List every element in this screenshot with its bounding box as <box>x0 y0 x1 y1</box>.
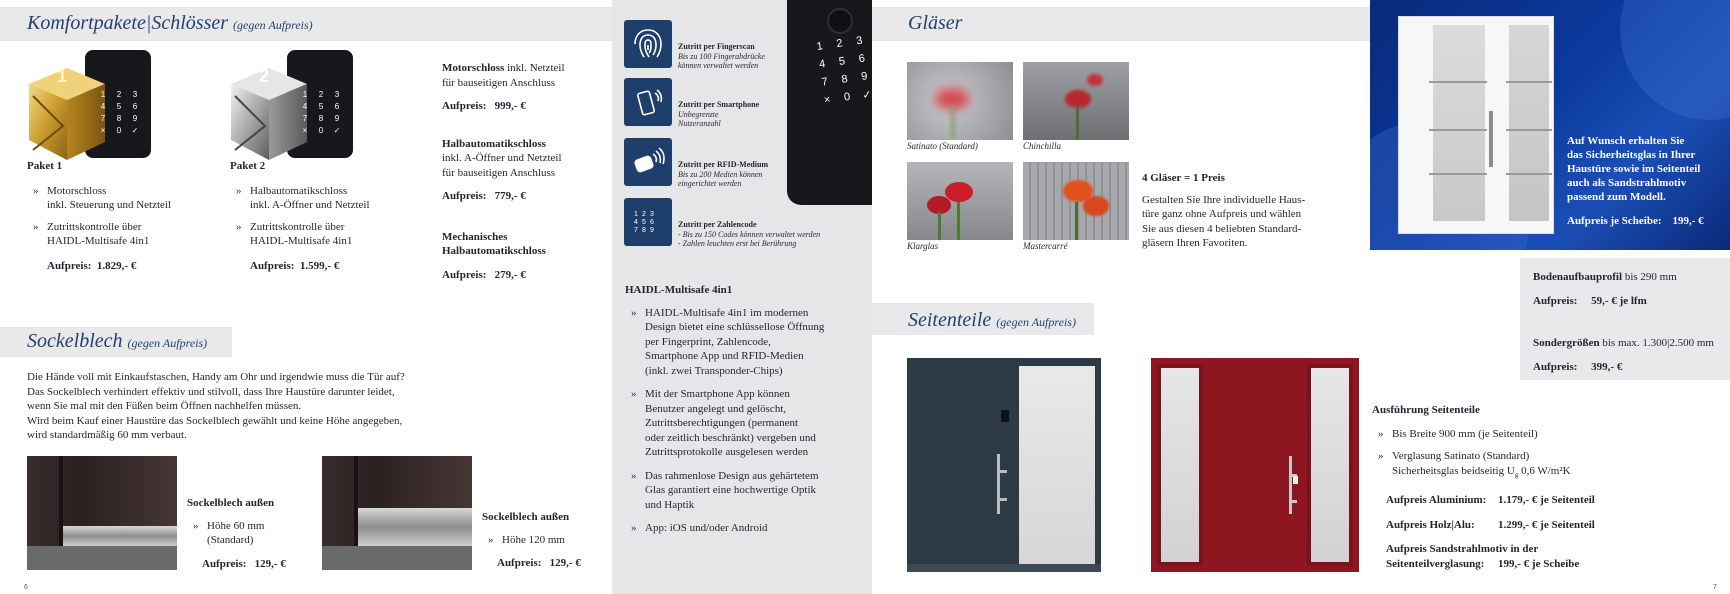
sockel-item2-b-l1: » Höhe 120 mm <box>502 533 565 546</box>
motorschloss-line2: für bauseitigen Anschluss <box>442 76 556 89</box>
paket2-block <box>230 159 410 273</box>
keypad-key: 0 <box>318 126 324 135</box>
page-number-right: 7 <box>1713 584 1717 591</box>
keypad-key: × <box>100 126 106 135</box>
bullet-line: Zutrittsberechtigungen (permanent <box>645 417 799 429</box>
keypad-key: 4 <box>302 102 308 111</box>
keypad-key: 8 <box>840 73 849 86</box>
sockel-item1 <box>187 496 317 571</box>
keypad-key: 4 <box>818 58 827 71</box>
paket1-label: Paket 1 <box>27 160 63 172</box>
sockel-item2-price: Aufpreis: 129,- € <box>497 557 581 569</box>
paket2-keypad <box>297 90 347 135</box>
boden-text <box>1533 270 1728 374</box>
sandstrahl-line: auch als Sandstrahlmotiv <box>1567 177 1687 189</box>
paket2-b1-l2: inkl. A-Öffner und Netzteil <box>250 199 370 211</box>
paket1-block <box>27 159 207 273</box>
door-red-image <box>1151 358 1359 572</box>
sockel-paragraph <box>27 370 497 443</box>
komfort-title: Komfortpakete|Schlösser (gegen Aufpreis) <box>27 12 313 34</box>
sockel-para-line: Die Hände voll mit Einkaufstaschen, Handy am Ohr und irgendwie muss die Tür auf? <box>27 371 405 383</box>
halbautomatik-line3: für bauseitigen Anschluss <box>442 166 556 179</box>
keypad-key: 8 <box>642 226 646 234</box>
mechanisch-title2: Halbautomatikschloss <box>442 245 546 257</box>
paket2-b2-l1: » Zutrittskontrolle über <box>250 220 345 233</box>
device-keypad <box>809 34 872 109</box>
bullet-line: Benutzer angelegt und gelöscht, <box>645 402 787 415</box>
bullet-line: » Bis Breite 900 mm (je Seitenteil) <box>1392 427 1538 440</box>
sandstrahl-door-image <box>1398 16 1554 234</box>
price-holz-alu: Aufpreis Holz|Alu: 1.299,- € je Seitenteil <box>1386 518 1595 531</box>
paket2-bullet-2 <box>236 220 410 249</box>
schloss-column <box>442 61 607 282</box>
glass-chinchilla-photo <box>1023 62 1129 140</box>
halbautomatik-price: Aufpreis: 779,- € <box>442 190 526 202</box>
seitenteile-title: Seitenteile (gegen Aufpreis) <box>908 309 1076 331</box>
price-value: 1.599,- € <box>299 259 340 272</box>
price-label: Aufpreis: <box>47 259 92 272</box>
glaeser-title: Gläser <box>908 12 963 34</box>
keypad-key: 9 <box>334 114 340 123</box>
bullet-line: Glas garantiert eine hochwertige Optik <box>645 484 817 496</box>
paket1-image <box>27 48 157 163</box>
feature-rfid: Zutritt per RFID-Medium Bis zu 200 Medien können eingerichtet werden <box>678 160 769 188</box>
keypad-key: 4 <box>100 102 106 111</box>
bullet-line: » HAIDL-Multisafe 4in1 im modernen <box>645 306 809 319</box>
bullet-line: » Mit der Smartphone App können <box>645 388 790 400</box>
keypad-key: 1 <box>634 210 638 218</box>
keypad-key: 2 <box>318 90 324 99</box>
keypad-key: 8 <box>116 114 122 123</box>
paket1-b2-l2: HAIDL-Multisafe 4in1 <box>47 235 150 247</box>
keypad-key: 1 <box>100 90 106 99</box>
bullet-line: Zutrittsprotokolle ausgelesen werden <box>645 446 809 458</box>
caption-satinato: Satinato (Standard) <box>907 141 978 151</box>
bullet-line: und Haptik <box>645 498 695 511</box>
feature-fingerscan: Zutritt per Fingerscan Bis zu 100 Fingerabdrücke können verwaltet werden <box>678 42 765 70</box>
keypad-key: 4 <box>634 218 638 226</box>
paket2-image <box>229 48 359 163</box>
sandstrahl-line: Haustüre sowie im Seitenteil <box>1567 163 1701 175</box>
keypad-key: × <box>823 93 832 107</box>
paket1-cube-number: 1 <box>57 66 68 86</box>
keypad-key: 1 <box>302 90 308 99</box>
glass-mastercarre-photo <box>1023 162 1129 240</box>
paket2-label: Paket 2 <box>230 160 266 172</box>
sockel-item1-b-l2: (Standard) <box>207 534 254 546</box>
keypad-key: × <box>302 126 308 135</box>
paket1-b1-l2: inkl. Steuerung und Netzteil <box>47 199 172 211</box>
price-label: Aufpreis: <box>250 259 295 272</box>
keypad-key: 3 <box>650 210 654 218</box>
multisafe-bullet-4 <box>631 521 870 536</box>
keypad-key: 0 <box>843 90 851 104</box>
paket1-bullet-2 <box>33 220 207 249</box>
keypad-key: 2 <box>642 210 646 218</box>
keypad-key: 6 <box>857 52 866 66</box>
sandstrahl-line: Auf Wunsch erhalten Sie <box>1567 135 1685 147</box>
caption-mastercarre: Mastercarré <box>1023 241 1068 251</box>
sockel-para-line: Das Sockelblech verhindert effektiv und stilvoll, dass Ihre Haustüre darunter leidet, <box>27 385 395 398</box>
caption-chinchilla: Chinchilla <box>1023 141 1061 151</box>
keypad-key: 9 <box>860 70 869 84</box>
paket2-b2-l2: HAIDL-Multisafe 4in1 <box>250 235 353 247</box>
keypad-key: 8 <box>318 114 324 123</box>
glaeser-promo <box>1142 171 1342 251</box>
keypad-key: 6 <box>132 102 138 111</box>
sockel-item1-price: Aufpreis: 129,- € <box>202 557 286 570</box>
paket1-price <box>47 259 207 274</box>
paket2-price <box>250 259 410 274</box>
price-sandstrahl-seitenteil: Aufpreis Sandstrahlmotiv in der Seitenteilverglasung: 199,- € je Scheibe <box>1386 543 1580 570</box>
sockel-item2-title: Sockelblech außen <box>482 511 570 523</box>
smartphone-icon <box>624 78 672 126</box>
keypad-key: ✓ <box>131 126 139 135</box>
sockel-item1-bullet <box>193 519 317 548</box>
sandstrahl-text <box>1567 134 1727 228</box>
page-number-left: 6 <box>24 584 28 591</box>
keypad-key: 1 <box>815 40 824 53</box>
feature-smartphone: Zutritt per Smartphone Unbegrenzte Nutzeranzahl <box>678 100 760 128</box>
boden-title: Bodenaufbauprofil bis 290 mm <box>1533 271 1677 283</box>
multisafe-bullet-2 <box>631 387 870 460</box>
motorschloss-price: Aufpreis: 999,- € <box>442 100 526 112</box>
promo-title: 4 Gläser = 1 Preis <box>1142 172 1225 184</box>
keypad-key: 3 <box>334 90 340 99</box>
bullet-line: per Fingerprint, Zahlencode, <box>645 335 771 348</box>
paket2-b1-l1: » Halbautomatikschloss <box>250 184 348 197</box>
caption-klarglas: Klarglas <box>907 241 939 251</box>
sockelblech-120-photo <box>322 456 472 570</box>
keypad-key: 5 <box>838 55 846 68</box>
bullet-line: (inkl. zwei Transponder-Chips) <box>645 364 783 377</box>
bullet-line: oder zeitlich beschränkt) vergeben und <box>645 431 816 444</box>
multisafe-heading: HAIDL-Multisafe 4in1 <box>625 284 733 296</box>
sockel-para-line: wird standardmäßig 60 mm verbaut. <box>27 429 187 441</box>
keypad-key: 3 <box>132 90 138 99</box>
sockel-item2 <box>482 510 607 571</box>
bullet-line: Smartphone App und RFID-Medien <box>645 350 804 362</box>
keypad-key: 7 <box>634 226 638 234</box>
halbautomatik-line2: inkl. A-Öffner und Netzteil <box>442 152 562 164</box>
promo-line: Sie aus diesen 4 beliebten Standard- <box>1142 222 1302 235</box>
mechanisch-title1: Mechanisches <box>442 230 508 243</box>
sockel-item1-title: Sockelblech außen <box>187 497 275 509</box>
sockel-para-line: wenn Sie mal mit den Füßen beim Öffnen nachhelfen müssen. <box>27 400 302 412</box>
price-aluminium: Aufpreis Aluminium: 1.179,- € je Seitenteil <box>1386 494 1595 507</box>
keypad-key: 9 <box>132 114 138 123</box>
glass-klarglas-photo <box>907 162 1013 240</box>
paket1-bullet-1 <box>33 184 207 213</box>
multisafe-bullet-1 <box>631 306 870 379</box>
keypad-key: 7 <box>100 114 106 123</box>
keypad-key: ✓ <box>333 126 341 135</box>
sockel-title: Sockelblech (gegen Aufpreis) <box>27 330 208 352</box>
door-anthracite-image <box>907 358 1101 572</box>
sockelblech-60-photo <box>27 456 177 570</box>
sockel-item1-b-l1: » Höhe 60 mm <box>207 519 265 532</box>
paket1-b1-l1: » Motorschloss <box>47 184 107 197</box>
boden-price: Aufpreis: 59,- € je lfm <box>1533 294 1647 307</box>
mechanisch-price: Aufpreis: 279,- € <box>442 268 526 281</box>
keypad-key: 2 <box>116 90 122 99</box>
keypad-key: 7 <box>820 75 829 89</box>
keypad-key: 7 <box>302 114 308 123</box>
fingerprint-icon <box>624 20 672 68</box>
promo-line: türe ganz ohne Aufpreis und wählen <box>1142 208 1302 220</box>
seitenteile-bullet-2 <box>1378 449 1722 482</box>
bullet-line: Design bietet eine schlüssellose Öffnung <box>645 321 825 333</box>
halbautomatik-title: Halbautomatikschloss <box>442 137 546 150</box>
keypad-key: 5 <box>642 218 646 226</box>
rfid-icon <box>624 138 672 186</box>
bullet-line: » Verglasung Satinato (Standard) <box>1392 450 1530 462</box>
bullet-line: » App: iOS und/oder Android <box>645 522 768 534</box>
keypad-icon <box>624 198 672 246</box>
paket1-b2-l1: » Zutrittskontrolle über <box>47 220 142 233</box>
sockel-para-line: Wird beim Kauf einer Haustüre das Sockelblech gewählt und keine Höhe angegeben, <box>27 414 403 427</box>
keypad-key: 5 <box>318 102 324 111</box>
sockel-item2-bullet <box>488 533 607 548</box>
multisafe-text <box>625 283 870 536</box>
bullet-line: » Das rahmenlose Design aus gehärtetem <box>645 469 819 482</box>
keypad-key: 2 <box>835 37 844 51</box>
sandstrahl-line: das Sicherheitsglas in Ihrer <box>1567 149 1696 161</box>
promo-line: gläsern Ihren Favoriten. <box>1142 237 1248 249</box>
promo-line: Gestalten Sie Ihre individuelle Haus- <box>1142 193 1306 206</box>
sonder-price: Aufpreis: 399,- € <box>1533 360 1623 373</box>
paket2-cube-number: 2 <box>259 66 270 86</box>
paket2-bullet-1 <box>236 184 410 213</box>
keypad-key: ✓ <box>861 88 872 103</box>
keypad-key: 6 <box>650 218 654 226</box>
keypad-key: 3 <box>855 34 864 48</box>
feature-zahlencode: Zutritt per Zahlencode - Bis zu 150 Codes können verwaltet werden - Zahlen leuchten erst bei Berührung <box>678 220 821 248</box>
sandstrahl-price: Aufpreis je Scheibe: 199,- € <box>1567 215 1704 227</box>
price-value: 1.829,- € <box>96 259 137 272</box>
fingerprint-sensor <box>827 8 853 34</box>
keypad-key: 9 <box>650 226 654 234</box>
sonder-title: Sondergrößen bis max. 1.300|2.500 mm <box>1533 337 1714 349</box>
seitenteile-heading: Ausführung Seitenteile <box>1372 404 1480 416</box>
glass-satinato-photo <box>907 62 1013 140</box>
seitenteile-bullet-1 <box>1378 427 1722 442</box>
paket1-keypad <box>95 90 145 135</box>
keypad-key: 6 <box>334 102 340 111</box>
multisafe-bullet-3 <box>631 469 870 513</box>
keypad-key: 0 <box>116 126 122 135</box>
bullet-line: Sicherheitsglas beidseitig $U_g$ 0,6 W/m²K <box>1392 464 1571 479</box>
motorschloss-line1: Motorschloss inkl. Netzteil <box>442 62 565 74</box>
sandstrahl-line: passend zum Modell. <box>1567 191 1666 203</box>
seitenteile-text <box>1372 403 1722 571</box>
keypad-key: 5 <box>116 102 122 111</box>
